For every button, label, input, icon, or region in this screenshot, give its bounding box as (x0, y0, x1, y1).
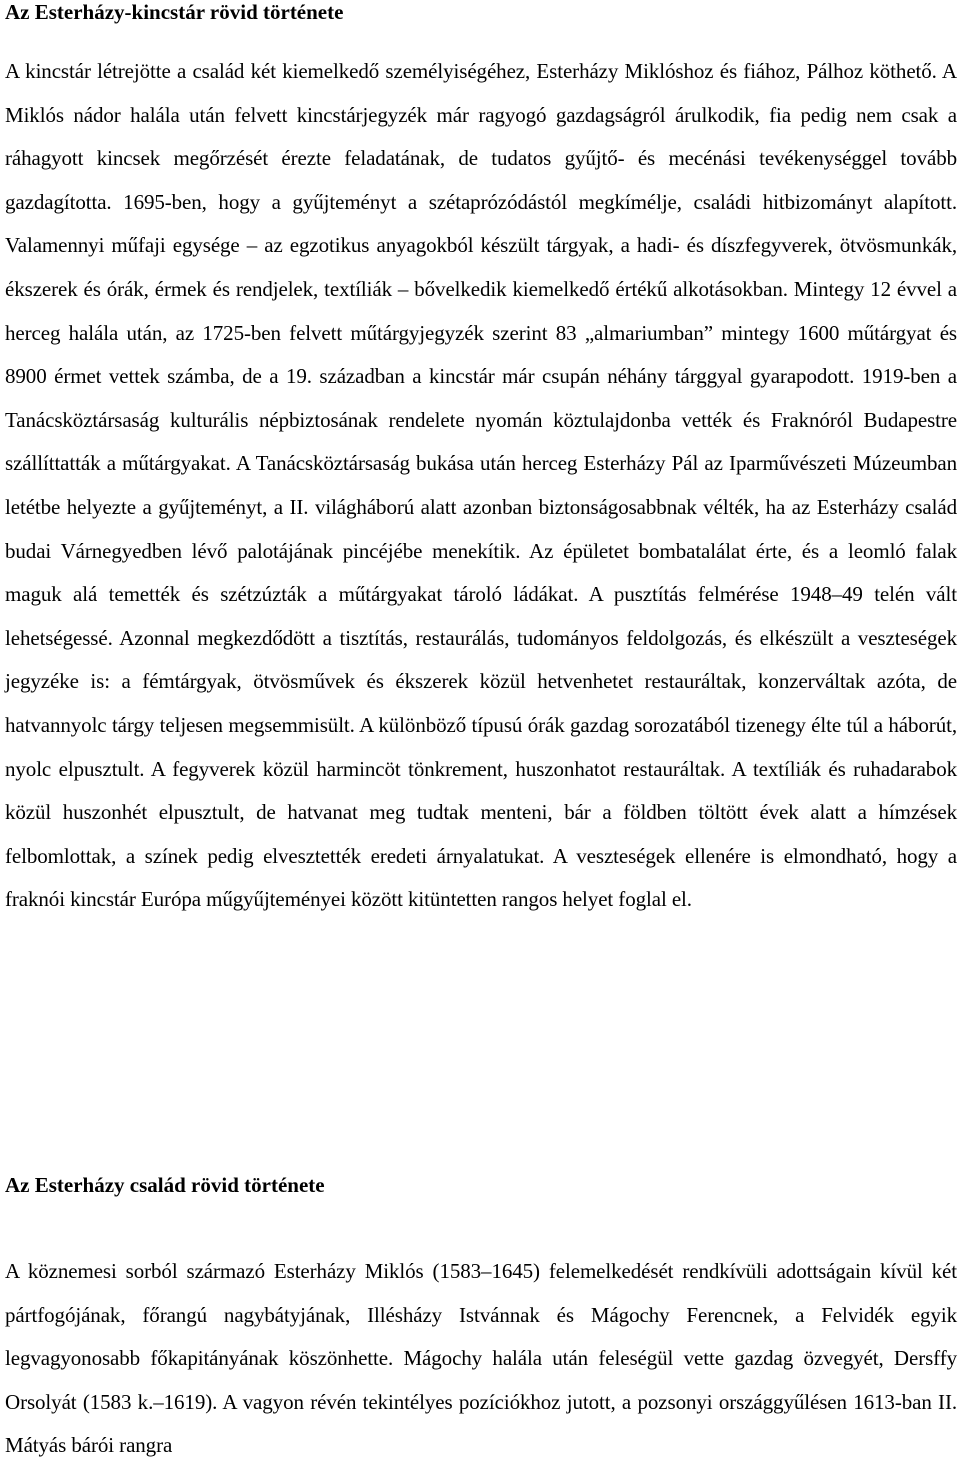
section-heading-treasury-history: Az Esterházy-kincstár rövid története (5, 0, 344, 24)
section-paragraph-family-history: A köznemesi sorból származó Esterházy Miklós (1583–1645) felemelkedését rendkívüli adottságain kívül két pártfogójának, főrangú nagybátyjának, Illésházy Istvánnak és Mágochy Ferencnek, a Felvidék egyik legvagyonosabb főkapitányának köszönhette. Mágochy halála után feleségül vette gazdag özvegyét, Dersffy Orsolyát (1583 k.–1619). A vagyon révén tekintélyes pozíciókhoz jutott, a pozsonyi országgyűlésen 1613-ban II. Mátyás bárói rangra (5, 1259, 957, 1458)
section-paragraph-treasury-history: A kincstár létrejötte a család két kiemelkedő személyiségéhez, Esterházy Miklóshoz és fiához, Pálhoz köthető. A Miklós nádor halála után felvett kincstárjegyzék már ragyogó gazdagságról árulkodik, fia pedig nem csak a ráhagyott kincsek megőrzését érezte feladatának, de tudatos gyűjtő- és mecénási tevékenységgel tovább gazdagította. 1695-ben, hogy a gyűjteményt a szétaprózódástól megkímélje, családi hitbizományt alapított. Valamennyi műfaji egysége – az egzotikus anyagokból készült tárgyak, a hadi- és díszfegyverek, ötvösmunkák, ékszerek és órák, érmek és rendjelek, textíliák – bővelkedik kiemelkedő értékű alkotásokban. Mintegy 12 évvel a herceg halála után, az 1725-ben felvett műtárgyjegyzék szerint 83 „almariumban” mintegy 1600 műtárgyat és 8900 érmet vettek számba, de a 19. században a kincstár már csupán néhány tárggyal gyarapodott. 1919-ben a Tanácsköztársaság kulturális népbiztosának rendelete nyomán köztulajdonba vették és Fraknóról Budapestre szállíttatták a műtárgyakat. A Tanácsköztársaság bukása után herceg Esterházy Pál az Iparművészeti Múzeumban letétbe helyezte a gyűjteményt, a II. világháború alatt azonban biztonságosabbnak vélték, ha az Esterházy család budai Várnegyedben lévő palotájának pincéjébe menekítik. Az épületet bombatalálat érte, és a leomló falak maguk alá temették és szétzúzták a műtárgyakat tároló ládákat. A pusztítás felmérése 1948–49 telén vált lehetségessé. Azonnal megkezdődött a tisztítás, restaurálás, tudományos feldolgozás, és elkészült a veszteségek jegyzéke is: a fémtárgyak, ötvösművek és ékszerek közül hetvenhetet restauráltak, konzerváltak azóta, de hatvannyolc tárgy teljesen megsemmisült. A különböző típusú órák gazdag sorozatából tizenegy élte túl a háborút, nyolc elpusztult. A fegyverek közül harmincöt tönkrement, huszonhatot restauráltak. A textíliák és ruhadarabok közül huszonhét elpusztult, de hatvanat meg tudtak menteni, bár a földben töltött évek alatt a hímzések felbomlottak, a színek pedig elvesztették eredeti árnyalatukat. A veszteségek ellenére is elmondható, hogy a fraknói kincstár Európa műgyűjteményei között kitüntetten rangos helyet foglal el. (5, 59, 957, 912)
section-heading-family-history: Az Esterházy család rövid története (5, 1173, 325, 1197)
